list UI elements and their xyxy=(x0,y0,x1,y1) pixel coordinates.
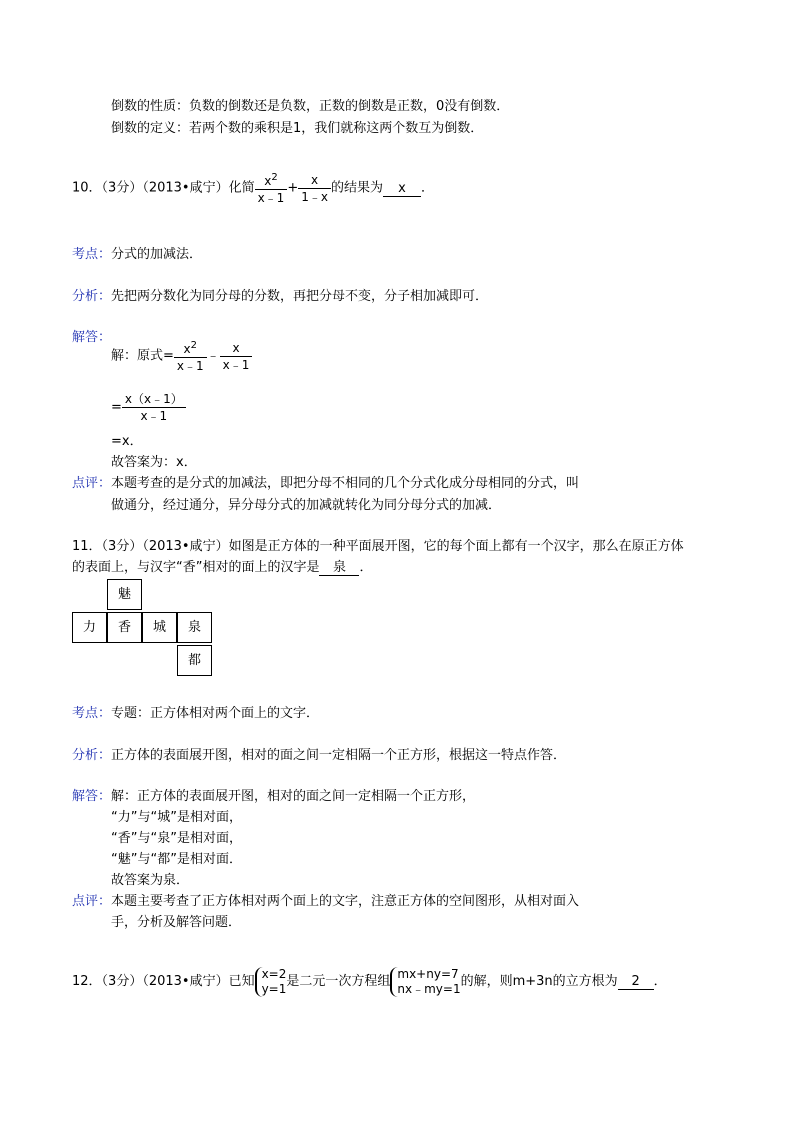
reciprocal-definition-note: 倒数的定义：若两个数的乘积是1，我们就称这两个数互为倒数． xyxy=(111,121,484,136)
q11-solution-line-4: “魅”与“都”是相对面． xyxy=(111,852,242,867)
q11-solution-line-3: “香”与“泉”是相对面， xyxy=(111,831,242,846)
q10-dianping-2: 做通分，经过通分，异分母分式的加减就转化为同分母分式的加减． xyxy=(111,498,502,513)
cube-face-du: 都 xyxy=(177,645,212,676)
q10-kaodian: 考点：分式的加减法． xyxy=(72,247,203,262)
q11-solution-line-2: “力”与“城”是相对面， xyxy=(111,810,242,825)
jieda-label: 解答： xyxy=(72,789,112,804)
q11-kaodian: 考点：专题：正方体相对两个面上的文字． xyxy=(72,706,320,721)
q12-solution-system: x=2 y=1 xyxy=(255,967,287,997)
q10-fraction-2: $\frac{x}{1﹣x}$ xyxy=(298,172,331,205)
q11-answer: 泉 xyxy=(319,560,359,576)
q10-prefix: 10．（3分）（2013•咸宁）化简 xyxy=(72,180,255,196)
q11-dianping-2: 手，分析及解答问题． xyxy=(111,915,242,930)
q11-jieda: 解答：解：正方体的表面展开图，相对的面之间一定相隔一个正方形， xyxy=(72,789,476,804)
cube-face-xiang: 香 xyxy=(107,612,142,643)
reciprocal-property-note: 倒数的性质：负数的倒数还是负数，正数的倒数是正数，0没有倒数． xyxy=(111,99,510,114)
q11-fenxi: 分析：正方体的表面展开图，相对的面之间一定相隔一个正方形，根据这一特点作答． xyxy=(72,748,567,763)
q10-solution-line-2: = $\frac{x(x﹣1)}{x﹣1}$ xyxy=(111,390,186,426)
question-11-line-1: 11．（3分）（2013•咸宁）如图是正方体的一种平面展开图，它的每个面上都有一个汉字，那么在原正方体 xyxy=(72,539,684,554)
q10-dianping: 点评：本题考查的是分式的加减法，即把分母不相同的几个分式化成分母相同的分式，叫 xyxy=(72,476,580,491)
q10-fraction-1: $\frac{x^2}{x﹣1}$ xyxy=(255,170,288,206)
q12-equation-system: mx+ny=7 nx﹣my=1 xyxy=(390,967,460,997)
q10-jieda-label: 解答： xyxy=(72,330,112,345)
q10-solution-line-1: 解：原式= $\frac{x^2}{x﹣1}$ ﹣ $\frac{x}{x﹣1}$ xyxy=(111,338,252,375)
fenxi-label: 分析： xyxy=(72,748,112,763)
q10-fenxi: 分析：先把两分数化为同分母的分数，再把分母不变，分子相加减即可． xyxy=(72,289,489,304)
cube-face-mei: 魅 xyxy=(107,579,142,610)
dianping-label: 点评： xyxy=(72,476,112,491)
q11-dianping: 点评：本题主要考查了正方体相对两个面上的文字，注意正方体的空间图形，从相对面入 xyxy=(72,894,580,909)
cube-face-li: 力 xyxy=(72,612,107,643)
q10-solution-line-3: =x． xyxy=(111,434,143,449)
q12-answer: 2 xyxy=(618,974,654,990)
q10-suffix: 的结果为 xyxy=(330,180,383,196)
q10-solution-line-4: 故答案为：x． xyxy=(111,455,197,470)
question-10: 10．（3分）（2013•咸宁）化简 $\frac{x^2}{x﹣1}$ + $\frac{x}{1﹣x}$ 的结果为 x ． xyxy=(72,172,435,205)
question-12: 12．（3分）（2013•咸宁）已知 x=2 y=1 是二元一次方程组 mx+ny=7 nx﹣my=1 的解，则m+3n的立方根为 2 ． xyxy=(72,966,667,996)
question-11-line-2: 的表面上，与汉字“香”相对的面上的汉字是 泉 ． xyxy=(72,560,373,575)
kaodian-label: 考点： xyxy=(72,706,112,721)
q10-answer: x xyxy=(383,181,421,197)
fenxi-label: 分析： xyxy=(72,289,112,304)
dianping-label: 点评： xyxy=(72,894,112,909)
q11-solution-line-5: 故答案为泉． xyxy=(111,873,190,888)
cube-face-cheng: 城 xyxy=(142,612,177,643)
kaodian-label: 考点： xyxy=(72,247,112,262)
q10-plus: + xyxy=(287,180,299,196)
cube-face-quan: 泉 xyxy=(177,612,212,643)
